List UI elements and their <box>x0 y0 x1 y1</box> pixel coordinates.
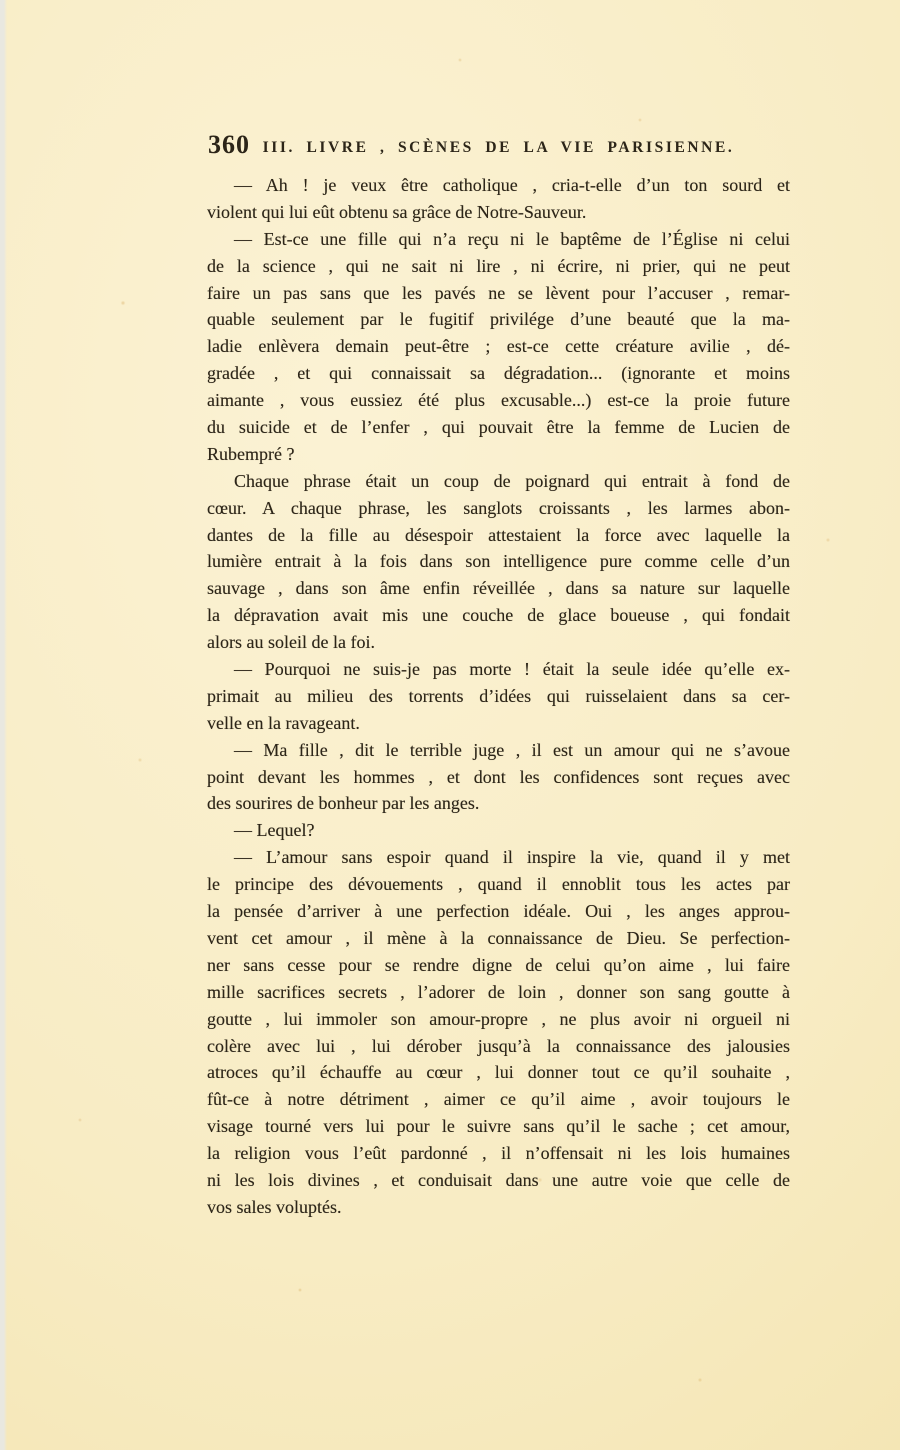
text-line: la dépravation avait mis une couche de glace boueuse , qui fondait <box>207 605 790 626</box>
text-line: — Pourquoi ne suis-je pas morte ! était la seule idée qu’elle ex- <box>234 659 790 680</box>
text-line: gradée , et qui connaissait sa dégradation... (ignorante et moins <box>207 363 790 384</box>
text-line: — L’amour sans espoir quand il inspire la vie, quand il y met <box>234 847 790 868</box>
text-line: — Ma fille , dit le terrible juge , il est un amour qui ne s’avoue <box>234 739 790 760</box>
paragraph <box>207 172 790 226</box>
text-line: le principe des dévouements , quand il ennoblit tous les actes par <box>207 874 790 895</box>
text-line: du suicide et de l’enfer , qui pouvait être la femme de Lucien de <box>207 417 790 438</box>
text-line: visage tourné vers lui pour le suivre sans qu’il le sache ; cet amour, <box>207 1116 790 1137</box>
text-line: — Lequel? <box>234 820 315 841</box>
body-text <box>207 172 790 1221</box>
text-line: sauvage , dans son âme enfin réveillée , dans sa nature sur laquelle <box>207 578 790 599</box>
scan-edge-shadow <box>0 0 7 1450</box>
text-line: alors au soleil de la foi. <box>207 632 375 653</box>
text-line: lumière entrait à la fois dans son intelligence pure comme celle d’un <box>207 551 790 572</box>
text-line: primait au milieu des torrents d’idées qui ruisselaient dans sa cer- <box>207 685 790 706</box>
text-line: quable seulement par le fugitif privilége d’une beauté que la ma- <box>207 309 790 330</box>
text-line: fût-ce à notre détriment , aimer ce qu’il aime , avoir toujours le <box>207 1089 790 1110</box>
text-line: des sourires de bonheur par les anges. <box>207 793 480 814</box>
text-line: aimante , vous eussiez été plus excusable...) est-ce la proie future <box>207 390 790 411</box>
text-line: colère avec lui , lui dérober jusqu’à la connaissance des jalousies <box>207 1035 790 1056</box>
running-title: III. LIVRE , SCÈNES DE LA VIE PARISIENNE. <box>262 139 735 156</box>
text-line: la religion vous l’eût pardonné , il n’offensait ni les lois humaines <box>207 1143 790 1164</box>
paragraph <box>207 468 790 656</box>
text-line: ni les lois divines , et conduisait dans une autre voie que celle de <box>207 1169 790 1190</box>
text-line: cœur. A chaque phrase, les sanglots croissants , les larmes abon- <box>207 497 790 518</box>
text-line: de la science , qui ne sait ni lire , ni écrire, ni prier, qui ne peut <box>207 255 790 276</box>
text-line: dantes de la fille au désespoir attestaient la force avec laquelle la <box>207 524 790 545</box>
text-line: vent cet amour , il mène à la connaissance de Dieu. Se perfection- <box>207 927 790 948</box>
text-line: la pensée d’arriver à une perfection idéale. Oui , les anges approu- <box>207 901 790 922</box>
text-line: faire un pas sans que les pavés ne se lèvent pour l’accuser , remar- <box>207 282 790 303</box>
text-line: — Est-ce une fille qui n’a reçu ni le baptême de l’Église ni celui <box>234 228 790 249</box>
paragraph <box>207 737 790 818</box>
text-line: goutte , lui immoler son amour-propre , ne plus avoir ni orgueil ni <box>207 1008 790 1029</box>
text-line: — Ah ! je veux être catholique , cria-t-elle d’un ton sourd et <box>234 175 790 195</box>
text-line: point devant les hommes , et dont les confidences sont reçues avec <box>207 766 790 787</box>
paragraph <box>207 226 790 468</box>
text-line: vos sales voluptés. <box>207 1196 342 1217</box>
page-number: 360 <box>208 130 250 159</box>
text-line: Chaque phrase était un coup de poignard qui entrait à fond de <box>234 470 790 491</box>
paragraph <box>207 844 790 1220</box>
text-line: ner sans cesse pour se rendre digne de celui qu’on aime , lui faire <box>207 954 790 975</box>
paragraph <box>207 817 790 844</box>
text-line: atroces qu’il échauffe au cœur , lui donner tout ce qu’il souhaite , <box>207 1062 790 1083</box>
text-line: Rubempré ? <box>207 443 295 464</box>
text-line: ladie enlèvera demain peut-être ; est-ce cette créature avilie , dé- <box>207 336 790 357</box>
page-header <box>207 130 790 166</box>
paragraph <box>207 656 790 737</box>
text-line: velle en la ravageant. <box>207 712 360 733</box>
text-line: violent qui lui eût obtenu sa grâce de Notre-Sauveur. <box>207 201 587 222</box>
text-line: mille sacrifices secrets , l’adorer de loin , donner son sang goutte à <box>207 981 790 1002</box>
